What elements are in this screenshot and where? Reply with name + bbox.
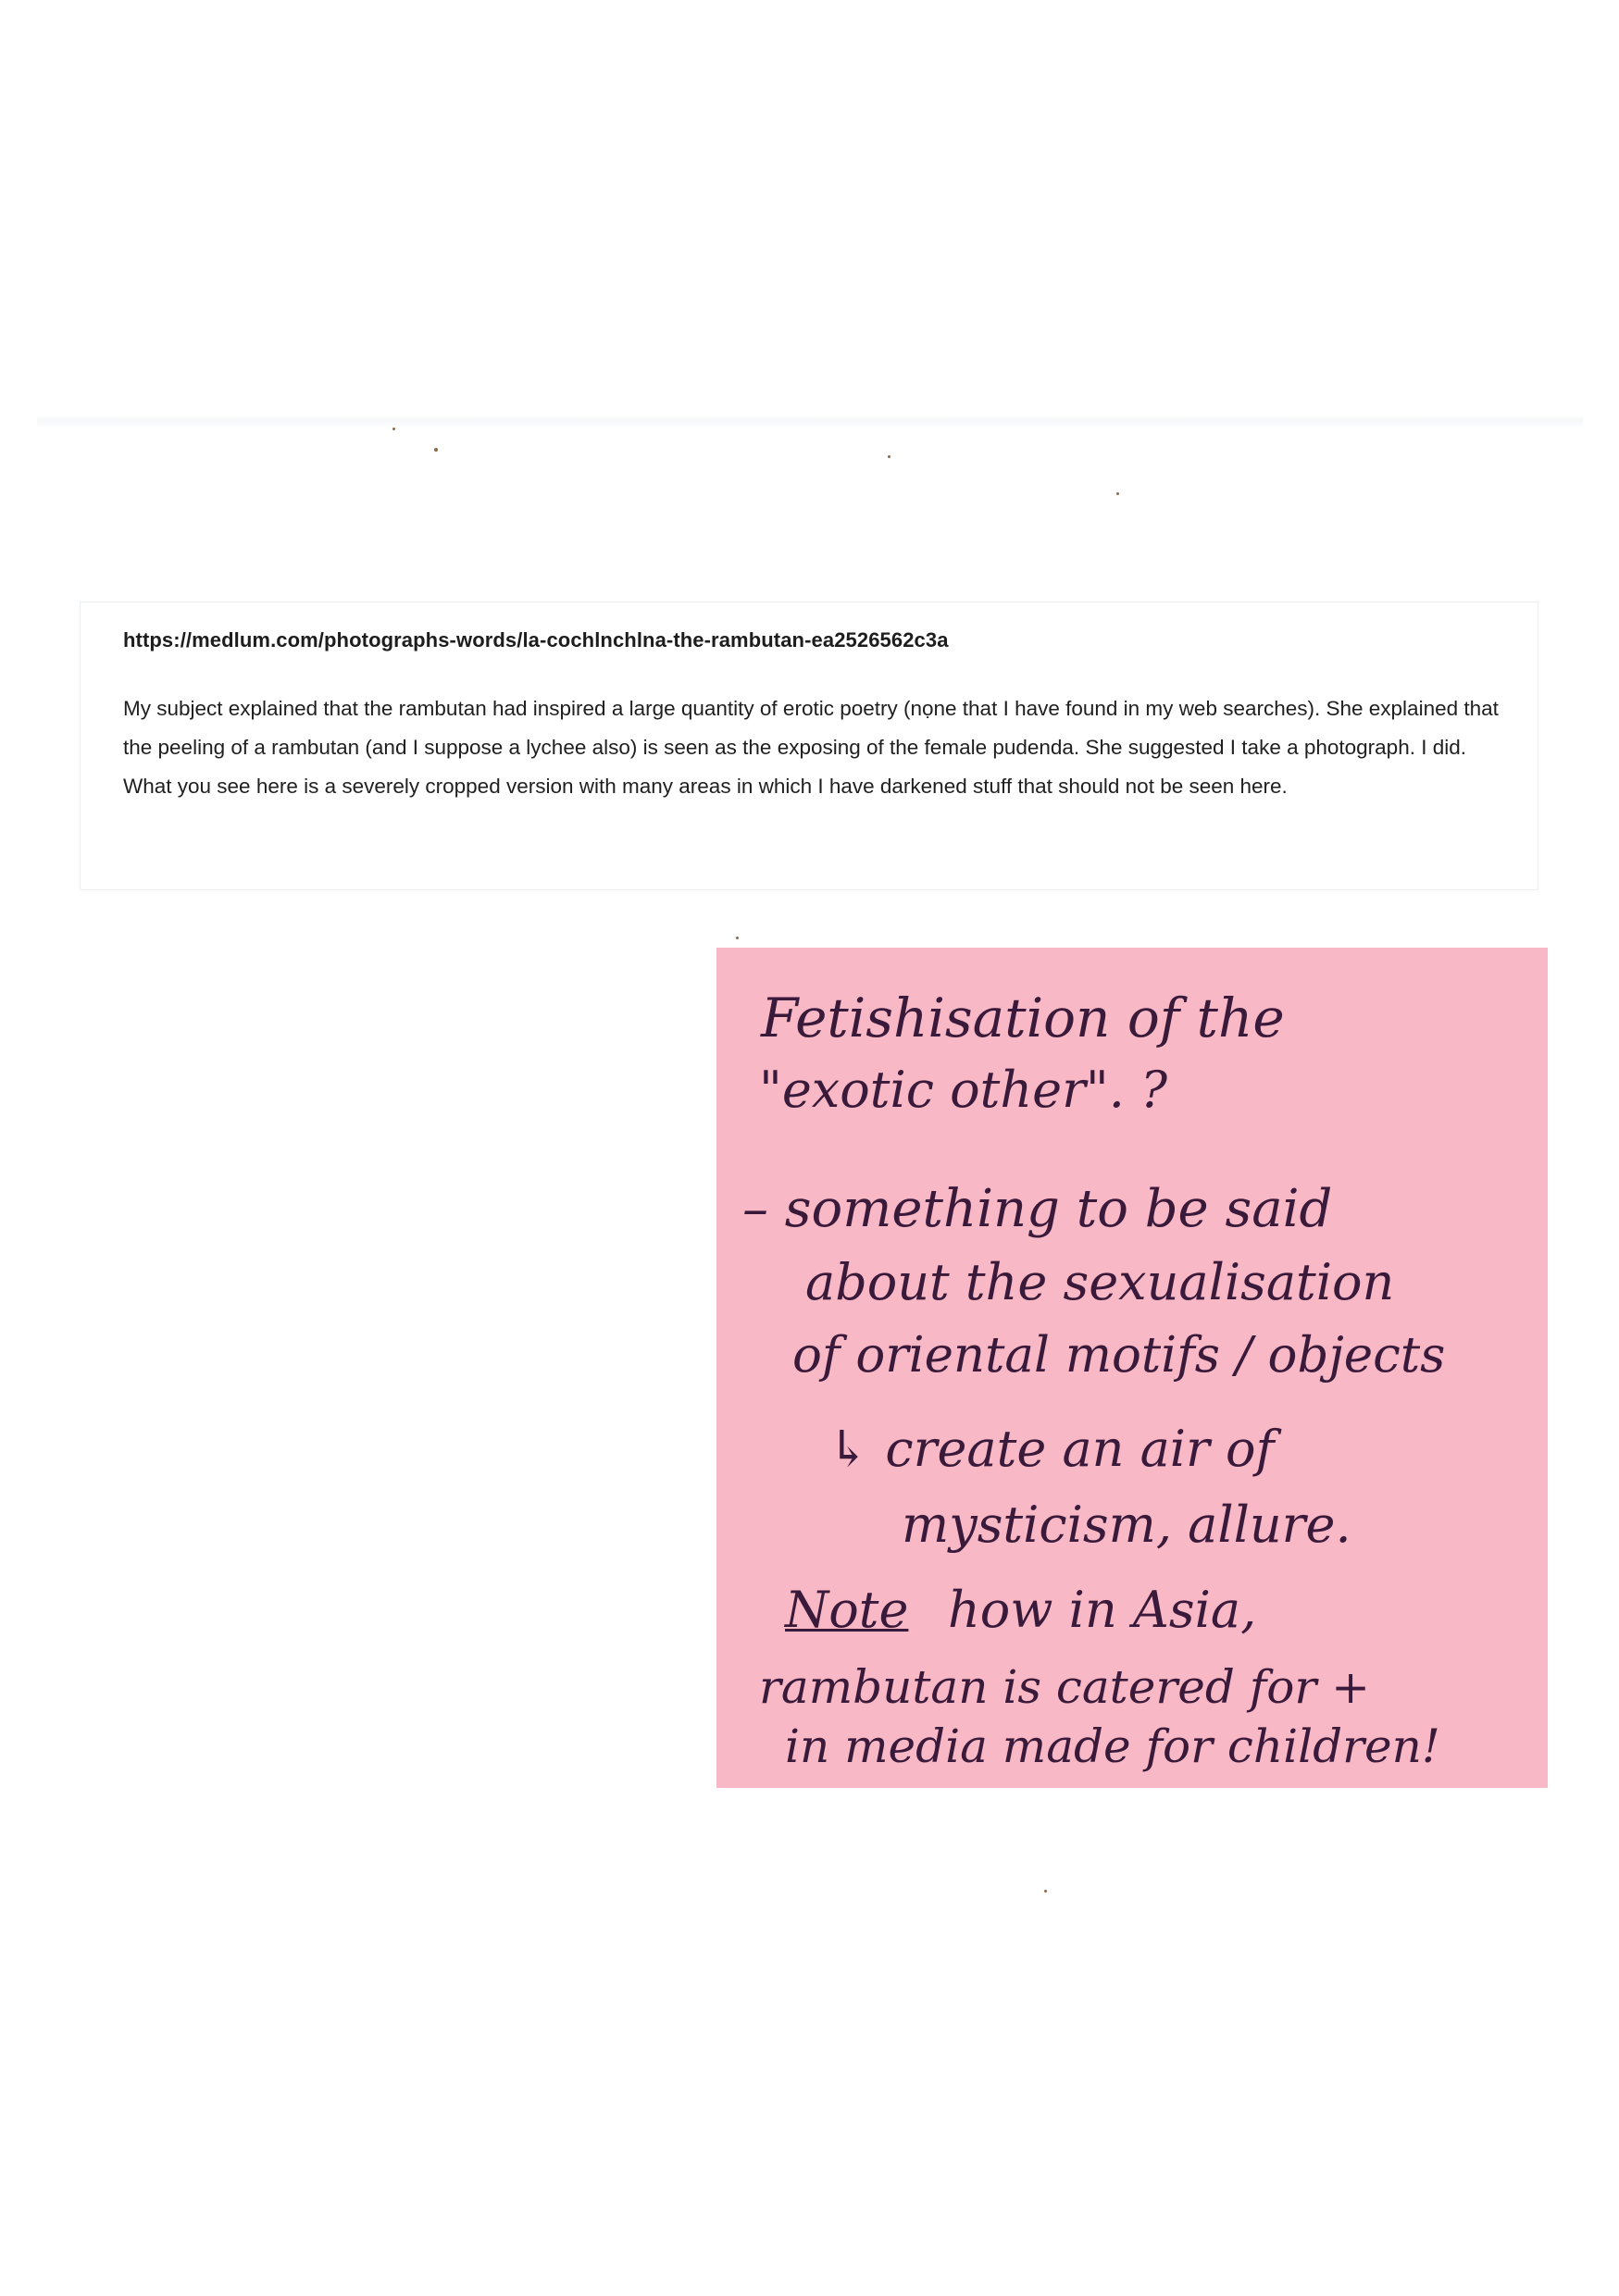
excerpt-paragraph: My subject explained that the rambutan had inspired a large quantity of erotic poetry (nọne that I have found in my web searches). She explained that the peeling of a rambutan (and I suppose a lychee also) is seen as the exposing of the female pudenda. She suggested I take a photograph. I did. What you see here is a severely cropped version with many areas in which I have darkened stuff that should not be seen here. <box>123 697 1499 798</box>
scan-speck <box>736 937 739 939</box>
note-line: of oriental motifs / objects <box>792 1327 1446 1384</box>
sticky-note <box>716 948 1548 1788</box>
note-line: – something to be said <box>742 1179 1333 1239</box>
note-line: "exotic other". ? <box>759 1061 1168 1119</box>
note-line: rambutan is catered for + <box>759 1660 1371 1714</box>
scan-speck <box>1044 1890 1047 1893</box>
scan-speck <box>434 448 438 452</box>
note-line: ↳ create an air of <box>828 1420 1275 1478</box>
scan-speck <box>888 455 890 458</box>
note-line: about the sexualisation <box>805 1253 1395 1311</box>
scan-artifact-band <box>37 415 1583 428</box>
note-line: Fetishisation of the <box>761 987 1285 1049</box>
printed-excerpt <box>80 602 1538 890</box>
scan-speck <box>392 428 395 430</box>
scan-speck <box>1116 492 1119 495</box>
note-line-underlined: Note <box>785 1581 909 1639</box>
article-url: https://medlum.com/photographs-words/la-cochlnchlna-the-rambutan-ea2526562c3a <box>123 628 949 652</box>
note-line: how in Asia, <box>948 1581 1257 1639</box>
note-line: in media made for children! <box>785 1719 1440 1773</box>
note-line: mysticism, allure. <box>902 1496 1351 1554</box>
